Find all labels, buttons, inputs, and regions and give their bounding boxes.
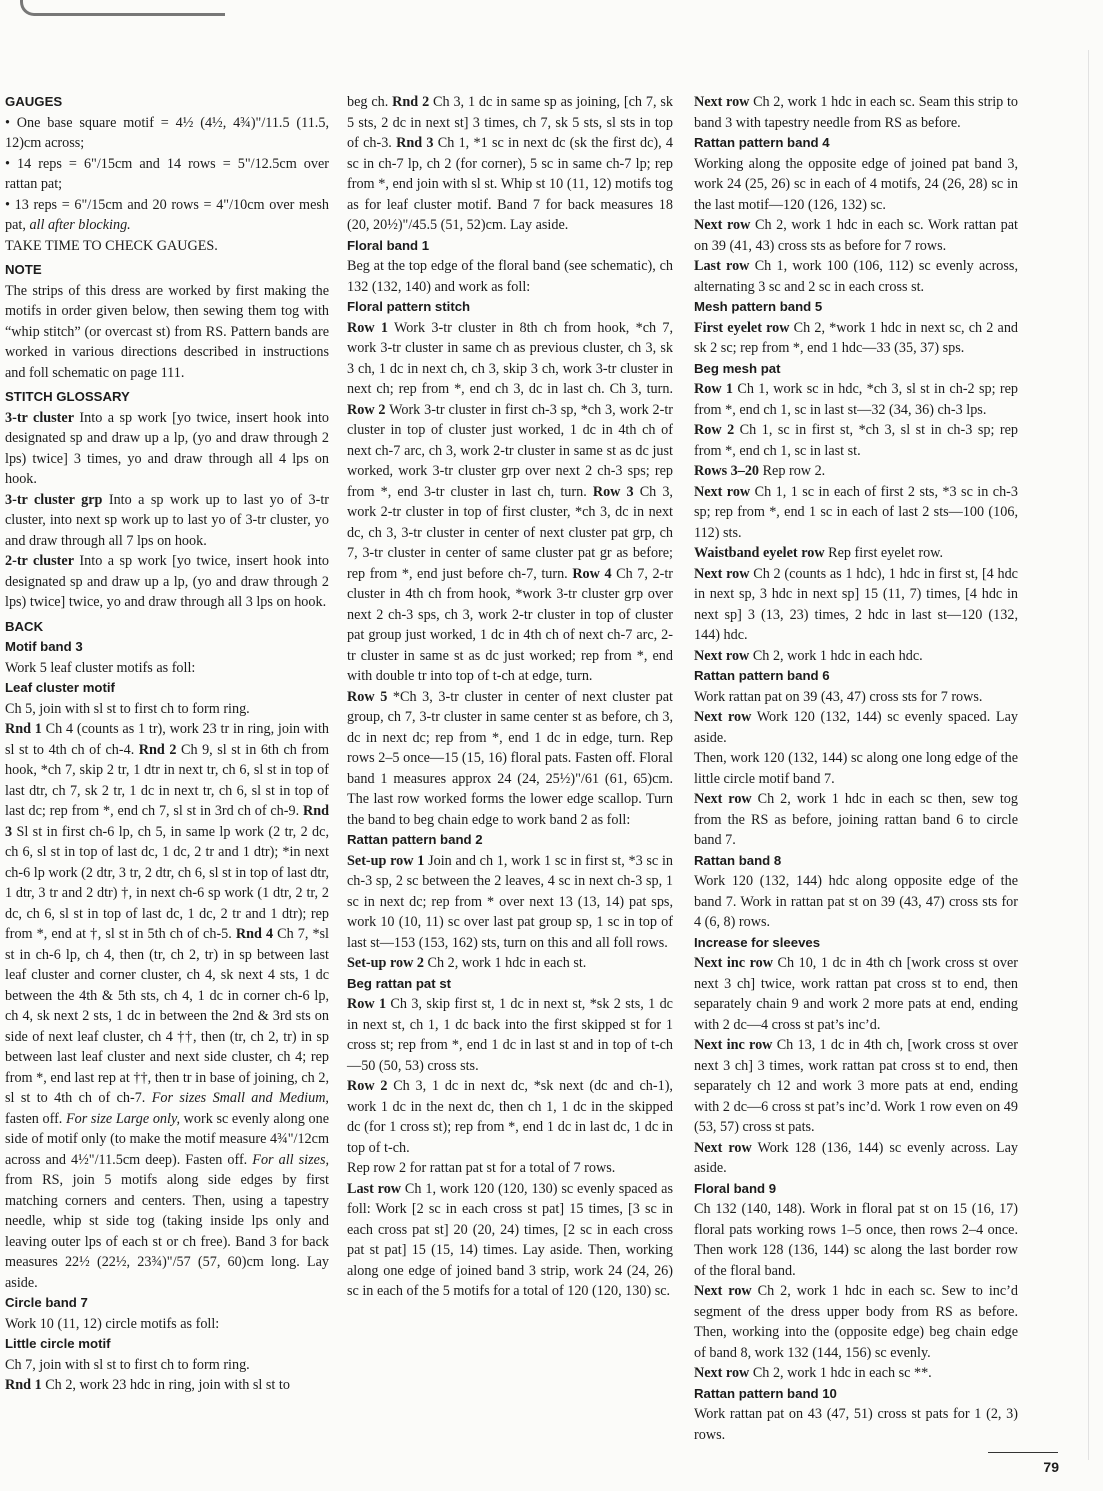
glossary-text: Into a sp work up to last yo of 3-tr cluster, into next sp work up to last yo of 3-tr cluster, yo and draw through all 7 lps on hook. — [5, 491, 330, 549]
row-text: Ch 1, work sc in hdc, *ch 3, sl st in ch-2 sp; rep from *, end ch 1, sc in last st—32 (34, 36) ch-3 lps. — [694, 381, 1018, 418]
size-note: For sizes Small and Medium, — [151, 1090, 329, 1106]
subheading-rattan-pattern-band-6: Rattan pattern band 6 — [694, 668, 830, 683]
row-text: Ch 7, 2-tr cluster in 4th ch from hook, *work 3-tr cluster grp over next 2 ch-3 sps, ch 3, work 2-tr cluster in top of cluster pat group just worked, 1 dc in 4th ch of next ch-7 arc, 2-tr cluster in same st as dc just worked; rep from *, end with double tr into top of t-ch at edge, turn. — [347, 565, 673, 684]
round-text: Ch 4 (counts as 1 tr), work 23 tr in ring, join with sl st to 4th ch of ch-4. — [5, 721, 329, 758]
footer-rule — [988, 1452, 1058, 1453]
row-text: Join and ch 1, work 1 sc in first st, *3 sc in ch-3 sp, 2 sc between the 2 leaves, 4 sc in next ch-3 sp, 1 sc in next dc; rep from * over next 13 (13, 14) pat sps, work 10 (10, 11) sc over last pat group sp, 1 sc in top of last st—153 (153, 162) sts, turn on this and all foll rows. — [347, 852, 673, 951]
glossary-text: Into a sp work [yo twice, insert hook into designated sp and draw up a lp, (yo and draw through 2 lps) twice] 3 times, yo and draw through all 4 lps on hook. — [5, 409, 329, 487]
row-text: Ch 2, work 1 hdc in each sc then, sew tog from the RS as before, joining rattan band 6 to circle band 7. — [694, 791, 1018, 848]
instruction-paragraph — [347, 953, 673, 974]
instruction-paragraph — [694, 1138, 1018, 1179]
round-label: Rnd 3 — [396, 135, 434, 151]
row-text: Work 3-tr cluster in first ch-3 sp, *ch 3, work 2-tr cluster in top of cluster just worked, 1 dc in 4th ch of next ch-7 arc, ch 3, work 2-tr cluster in same st as dc just worked, work 3-tr cluster grp over next 2 ch-3 sps; rep from *, end 3-tr cluster in last ch, turn. — [347, 401, 673, 500]
instruction-paragraph — [694, 379, 1018, 420]
row-label: Last row — [694, 258, 750, 274]
round-text: Ch 7, *sl st in ch-6 lp, ch 4, then (tr, ch 2, tr) in sp between last leaf cluster and corner cluster, ch 4, sk next 4 sts, 1 dc between the 4th & 5th sts, ch 4, 1 dc in corner ch-6 lp, ch 4, sk next 2 sts, 1 dc in between the 2nd & 3rd sts on side of next leaf cluster, ch 4 ††, then (tr, ch 2, tr) in sp between last leaf cluster and next side cluster, ch 4; rep from *, end last rep at ††, then tr in base of joining, ch 2, sl st to 4th ch of ch-7. — [5, 926, 329, 1106]
glossary-text: Into a sp work [yo twice, insert hook into designated sp and draw up a lp, (yo and draw through 2 lps) twice] twice, yo and draw through all 3 lps on hook. — [5, 553, 329, 610]
column-2 — [347, 92, 673, 1302]
gauge-check: TAKE TIME TO CHECK GAUGES. — [5, 237, 218, 254]
size-note: For size Large only, — [65, 1110, 181, 1127]
row-label: Next row — [694, 1283, 752, 1299]
glossary-entry — [5, 490, 329, 552]
round-text: Ch 1, *1 sc in next dc (sk the first dc), 4 sc in ch-7 lp, ch 2 (for corner), 5 sc in same ch-7 lp; rep from *, end join with sl st. Whip st 10 (11, 12) motifs tog as for leaf cluster motif. Band 7 for back measures 18 (20, 20½)"/45.5 (51, 52)cm. Lay aside. — [347, 135, 674, 233]
row-label: Next row — [694, 1139, 752, 1156]
instruction-paragraph — [694, 420, 1018, 461]
subheading-little-circle-motif: Little circle motif — [5, 1336, 111, 1351]
row-text: Ch 2, work 1 hdc in each sc. Sew to inc’d segment of the dress upper body from RS as before. Then, working into the (opposite edge) beg chain edge of band 8, work 132 (144, 156) sc evenly. — [694, 1283, 1018, 1361]
round-label: Rnd 1 — [5, 1377, 42, 1393]
instruction-text: Then, work 120 (132, 144) sc along one long edge of the little circle motif band 7. — [694, 750, 1018, 787]
row-text: Ch 3, 1 dc in next dc, *sk next (dc and ch-1), work 1 dc in the next dc, then ch 1, 1 dc in the skipped dc (for 1 cross st); rep from *, end 1 dc in last dc, 1 dc in top of t-ch. — [347, 1078, 673, 1156]
round-text: Sl st in first ch-6 lp, ch 5, in same lp work (2 tr, 2 dc, ch 6, sl st in top of last dc, 1 dc, 2 tr and 1 dtr); *in next ch-6 lp work (2 dtr, 3 tr, 2 dtr, ch 6, sl st in top of last dtr, 1 dtr, 3 tr and 2 dtr) †, in next ch-6 sp work (1 dtr, 2 tr, 2 dc, ch 6, sl st in top of last dc, 1 dc, 2 tr and 1 dtr); rep from *, end at †, sl st in 5th ch of ch-5. — [5, 823, 329, 942]
instruction-paragraph — [347, 1179, 673, 1302]
instruction-text: Working along the opposite edge of joined pat band 3, work 24 (25, 26) sc in each of 4 motifs, 24 (26, 28) sc in the last motif—120 (126, 132) sc. — [694, 155, 1018, 213]
gauge-item: • One base square motif = 4½ (4½, 4¾)"/11.5 (11.5, 12)cm across; — [5, 114, 329, 151]
row-text: Ch 2, work 1 hdc in each sc. Work rattan pat on 39 (41, 43) cross sts as before for 7 rows. — [694, 217, 1018, 254]
instruction-paragraph — [694, 646, 1018, 667]
instruction-paragraph — [694, 707, 1018, 748]
row-text: Ch 10, 1 dc in 4th ch [work cross st over next 3 ch] twice, work rattan pat cross st to end, then separately chain 9 and work 2 more pats at end, ending with 2 dc—4 cross st pat’s inc’d. — [694, 955, 1019, 1033]
row-label: Set-up row 1 — [347, 852, 425, 869]
row-label: Set-up row 2 — [347, 955, 424, 971]
round-label: Rnd 3 — [5, 803, 329, 840]
subheading-mesh-pattern-band-5: Mesh pattern band 5 — [694, 299, 823, 314]
row-label: Row 2 — [694, 422, 735, 438]
round-text: Ch 9, sl st in 6th ch from hook, *ch 7, skip 2 tr, 1 dtr in next tr, ch 6, sl st in top of last dtr, ch 7, sk 2 tr, 1 dc in next tr, ch 6, sl st in top of last dc; rep from *, end ch 7, sl st in 3rd ch of ch-9. — [5, 741, 329, 819]
row-text: Work 3-tr cluster in 8th ch from hook, *ch 7, work 3-tr cluster in same ch as previous cluster, ch 3, sk 3 ch, 1 dc in next ch, ch 3, skip 3 ch, work 3-tr cluster in next ch; rep from *, end ch 3, dc in last ch. Ch 3, turn. — [347, 319, 673, 397]
subheading-beg-mesh-pat: Beg mesh pat — [694, 360, 781, 376]
subheading-floral-pattern-stitch: Floral pattern stitch — [347, 299, 471, 314]
row-text: Ch 3, skip first st, 1 dc in next st, *sk 2 sts, 1 dc in next st, ch 1, 1 dc back into the first skipped st for 1 cross st; rep from *, end 1 dc in last st and in top of t-ch—50 (50, 53) cross sts. — [347, 996, 673, 1074]
glossary-term: 3-tr cluster — [5, 409, 74, 426]
row-text: Ch 1, 1 sc in each of first 2 sts, *3 sc in ch-3 sp; rep from *, end 1 sc in each of last 2 sts—100 (106, 112) sts. — [694, 483, 1018, 541]
row-text: Ch 1, sc in first st, *ch 3, sl st in ch-3 sp; rep from *, end ch 1, sc in last st. — [694, 422, 1018, 459]
subheading-rattan-pattern-band-2: Rattan pattern band 2 — [347, 832, 483, 847]
instruction-paragraph — [694, 256, 1018, 297]
round-text: work sc evenly along one side of motif only (to make the motif measure 4¾"/12cm across and 4½"/11.5cm deep). Fasten off. — [5, 1110, 329, 1168]
section-heading-back: BACK — [5, 618, 44, 634]
round-text: beg ch. — [347, 94, 393, 110]
row-label: Last row — [347, 1180, 402, 1197]
section-heading-note: NOTE — [5, 262, 42, 277]
round-label: Rnd 4 — [235, 926, 274, 942]
page-corner-decoration — [20, 0, 225, 16]
instruction-paragraph — [347, 318, 673, 687]
glossary-term: 2-tr cluster — [5, 553, 74, 569]
row-text: *Ch 3, 3-tr cluster in center of next cluster pat group, ch 7, 3-tr cluster in same center st as before, ch 3, dc in next dc; rep from *, end 1 dc in edge, turn. Rep rows 2–5 once—15 (15, 16) floral pats. Fasten off. Floral band 1 measures approx 24 (24, 25½)"/61 (61, 65)cm. The last row worked forms the lower edge scallop. Turn the band to beg chain edge to work band 2 as foll: — [347, 688, 673, 828]
subheading-rattan-pattern-band-10: Rattan pattern band 10 — [694, 1385, 837, 1401]
instruction-text: Ch 132 (140, 148). Work in floral pat st on 15 (16, 17) floral pats working rows 1–5 once, then rows 2–4 once. Then work 128 (136, 144) sc along the last border row of the floral band. — [694, 1201, 1018, 1279]
glossary-entry — [5, 551, 329, 613]
row-label: Row 1 — [694, 381, 734, 397]
instruction-paragraph — [694, 564, 1018, 646]
note-text: The strips of this dress are worked by first making the motifs in order given below, then sewing them tog with “whip stitch” (or overcast st) from RS. Pattern bands are worked in various directions described in instructions and foll schematic on page 111. — [5, 282, 329, 381]
instruction-paragraph — [694, 318, 1018, 359]
round-label: Rnd 2 — [138, 741, 177, 758]
row-text: Work 128 (136, 144) sc evenly across. Lay aside. — [694, 1139, 1018, 1176]
subheading-motif-band-3: Motif band 3 — [5, 639, 83, 654]
row-text: Ch 2 (counts as 1 hdc), 1 hdc in first st, [4 hdc in next sp, 3 hdc in next sp] 15 (11, 7) times, [4 hdc in next sp] 3 (13, 23) times, 2 hdc in last st—120 (132, 144) hdc. — [694, 565, 1018, 643]
section-heading-gauges: GAUGES — [5, 94, 63, 109]
instruction-paragraph — [694, 1363, 1018, 1384]
row-label: Next row — [694, 1365, 750, 1381]
gauge-italic: all after blocking. — [29, 217, 131, 233]
row-label: Next row — [694, 647, 750, 664]
instruction-paragraph — [347, 1076, 673, 1158]
row-text: Ch 13, 1 dc in 4th ch, [work cross st over next 3 ch] 3 times, work rattan pat cross st to end, then separately ch 12 and work 3 more pats at end, ending with 2 dc—6 cross st pat’s inc’d. Work 1 row even on 49 (53, 57) cross st pats. — [694, 1037, 1019, 1135]
round-text: fasten off. — [5, 1110, 66, 1127]
instruction-paragraph — [347, 92, 673, 236]
row-text: Ch 1, work 100 (106, 112) sc evenly across, alternating 3 sc and 2 sc in each cross st. — [694, 258, 1018, 295]
subheading-beg-rattan-pat-st: Beg rattan pat st — [347, 975, 452, 991]
row-label: Row 4 — [572, 565, 612, 582]
instruction-paragraph — [694, 1035, 1018, 1138]
glossary-term: 3-tr cluster grp — [5, 491, 103, 508]
glossary-entry — [5, 408, 329, 490]
instruction-text: Work 120 (132, 144) hdc along opposite edge of the band 7. Work in rattan pat st on 39 (43, 47) cross sts for 4 (6, 8) rows. — [694, 873, 1018, 930]
row-text: Ch 2, work 1 hdc in each sc. Seam this strip to band 3 with tapestry needle from RS as before. — [694, 94, 1018, 131]
instruction-text: Work rattan pat on 39 (43, 47) cross sts for 7 rows. — [694, 688, 983, 705]
row-text: Ch 2, work 1 hdc in each sc **. — [749, 1365, 932, 1381]
instruction-paragraph — [694, 215, 1018, 256]
subheading-circle-band-7: Circle band 7 — [5, 1295, 88, 1310]
instruction-text: Rep row 2 for rattan pat st for a total of 7 rows. — [347, 1160, 616, 1176]
row-text: Ch 2, work 1 hdc in each st. — [424, 955, 587, 971]
instruction-paragraph — [694, 953, 1018, 1035]
instruction-paragraph — [347, 687, 673, 831]
round-label: Rnd 1 — [5, 721, 42, 737]
row-label: Row 5 — [347, 688, 388, 705]
subheading-floral-band-9: Floral band 9 — [694, 1180, 777, 1196]
page-number: 79 — [1043, 1459, 1059, 1475]
row-label: Next inc row — [694, 1037, 773, 1053]
page-edge-line — [1088, 50, 1089, 1460]
row-text: Rep first eyelet row. — [824, 545, 944, 561]
row-text: Work 120 (132, 144) sc evenly spaced. Lay aside. — [694, 709, 1018, 746]
instruction-paragraph — [694, 1281, 1018, 1363]
row-label: First eyelet row — [694, 319, 790, 336]
instruction-paragraph — [347, 851, 673, 954]
size-note: For all sizes, — [252, 1151, 330, 1168]
row-text: Rep row 2. — [759, 463, 826, 479]
gauge-item: • 14 reps = 6"/15cm and 14 rows = 5"/12.5cm over rattan pat; — [5, 155, 329, 192]
instruction-paragraph — [5, 719, 329, 1293]
row-label: Next row — [694, 217, 751, 233]
row-label: Next row — [694, 791, 752, 807]
row-label: Row 2 — [347, 1078, 388, 1094]
instruction-text: Ch 7, join with sl st to first ch to form ring. — [5, 1356, 250, 1373]
subheading-rattan-pattern-band-4: Rattan pattern band 4 — [694, 135, 830, 150]
column-1 — [5, 92, 329, 1396]
instruction-paragraph — [694, 543, 1018, 564]
section-heading-stitch-glossary: STITCH GLOSSARY — [5, 389, 130, 404]
row-label: Waistband eyelet row — [694, 545, 825, 561]
instruction-paragraph — [5, 1375, 329, 1396]
instruction-text: Work rattan pat on 43 (47, 51) cross st pats for 1 (2, 3) rows. — [694, 1406, 1018, 1443]
subheading-floral-band-1: Floral band 1 — [347, 237, 430, 253]
row-label: Row 1 — [347, 996, 387, 1012]
instruction-paragraph — [347, 994, 673, 1076]
instruction-text: Work 10 (11, 12) circle motifs as foll: — [5, 1315, 220, 1332]
row-label: Row 2 — [347, 401, 386, 418]
instruction-text: Beg at the top edge of the floral band (see schematic), ch 132 (132, 140) and work as foll: — [347, 258, 673, 295]
instruction-text: Ch 5, join with sl st to first ch to form ring. — [5, 700, 250, 717]
row-label: Next row — [694, 709, 752, 725]
row-label: Row 1 — [347, 319, 388, 336]
row-label: Next inc row — [694, 955, 773, 971]
row-text: Ch 2, work 1 hdc in each hdc. — [749, 647, 923, 664]
round-text: Ch 2, work 23 hdc in ring, join with sl st to — [41, 1377, 290, 1393]
row-label: Row 3 — [592, 483, 634, 500]
instruction-paragraph — [694, 789, 1018, 851]
instruction-text: Work 5 leaf cluster motifs as foll: — [5, 659, 196, 676]
round-label: Rnd 2 — [392, 94, 430, 110]
row-label: Next row — [694, 94, 750, 110]
round-text: Ch 3, 1 dc in same sp as joining, [ch 7, sk 5 sts, 2 dc in next st] 3 times, ch 7, sk 5 sts, sl sts in top of ch-3. — [347, 94, 674, 151]
instruction-paragraph — [694, 92, 1018, 133]
subheading-rattan-band-8: Rattan band 8 — [694, 852, 782, 868]
round-text: from RS, join 5 motifs along side edges by first matching corners and centers. Then, using a tapestry needle, whip st side tog (taking inside lps only and leaving outer lps of each st or ch free). Band 3 for back measures 22½ (22½, 23¾)"/57 (57, 60)cm long. Lay aside. — [5, 1172, 329, 1291]
gauge-text: • 13 reps = 6"/15cm and 20 rows = 4"/10cm over mesh pat, — [5, 196, 329, 233]
instruction-paragraph — [694, 461, 1018, 482]
row-text: Ch 3, work 2-tr cluster in top of first cluster, *ch 3, dc in next dc, ch 3, 3-tr cluster in center of next cluster pat grp, ch 7, 3-tr cluster in center of same cluster pat gr as before; rep from *, end just before ch-7, turn. — [347, 483, 673, 582]
column-3 — [694, 92, 1018, 1445]
subheading-increase-for-sleeves: Increase for sleeves — [694, 934, 821, 950]
row-label: Rows 3–20 — [694, 463, 760, 479]
row-text: Ch 2, *work 1 hdc in next sc, ch 2 and sk 2 sc; rep from *, end 1 hdc—33 (35, 37) sps. — [694, 319, 1019, 356]
row-label: Next row — [694, 565, 750, 582]
subheading-leaf-cluster-motif: Leaf cluster motif — [5, 680, 115, 695]
instruction-paragraph — [694, 482, 1018, 544]
row-text: Ch 1, work 120 (120, 130) sc evenly spaced as foll: Work [2 sc in each cross st pat] 15 times, [3 sc in each cross pat st] 20 (20, 24) times, [2 sc in each cross pat st pat] 15 (15, 14) times. Lay aside. Then, working along one edge of joined band 3 strip, work 24 (24, 26) sc in each of the 5 motifs for a total of 120 (120, 130) sc. — [347, 1180, 674, 1299]
gauge-item — [5, 195, 329, 236]
row-label: Next row — [694, 483, 751, 500]
